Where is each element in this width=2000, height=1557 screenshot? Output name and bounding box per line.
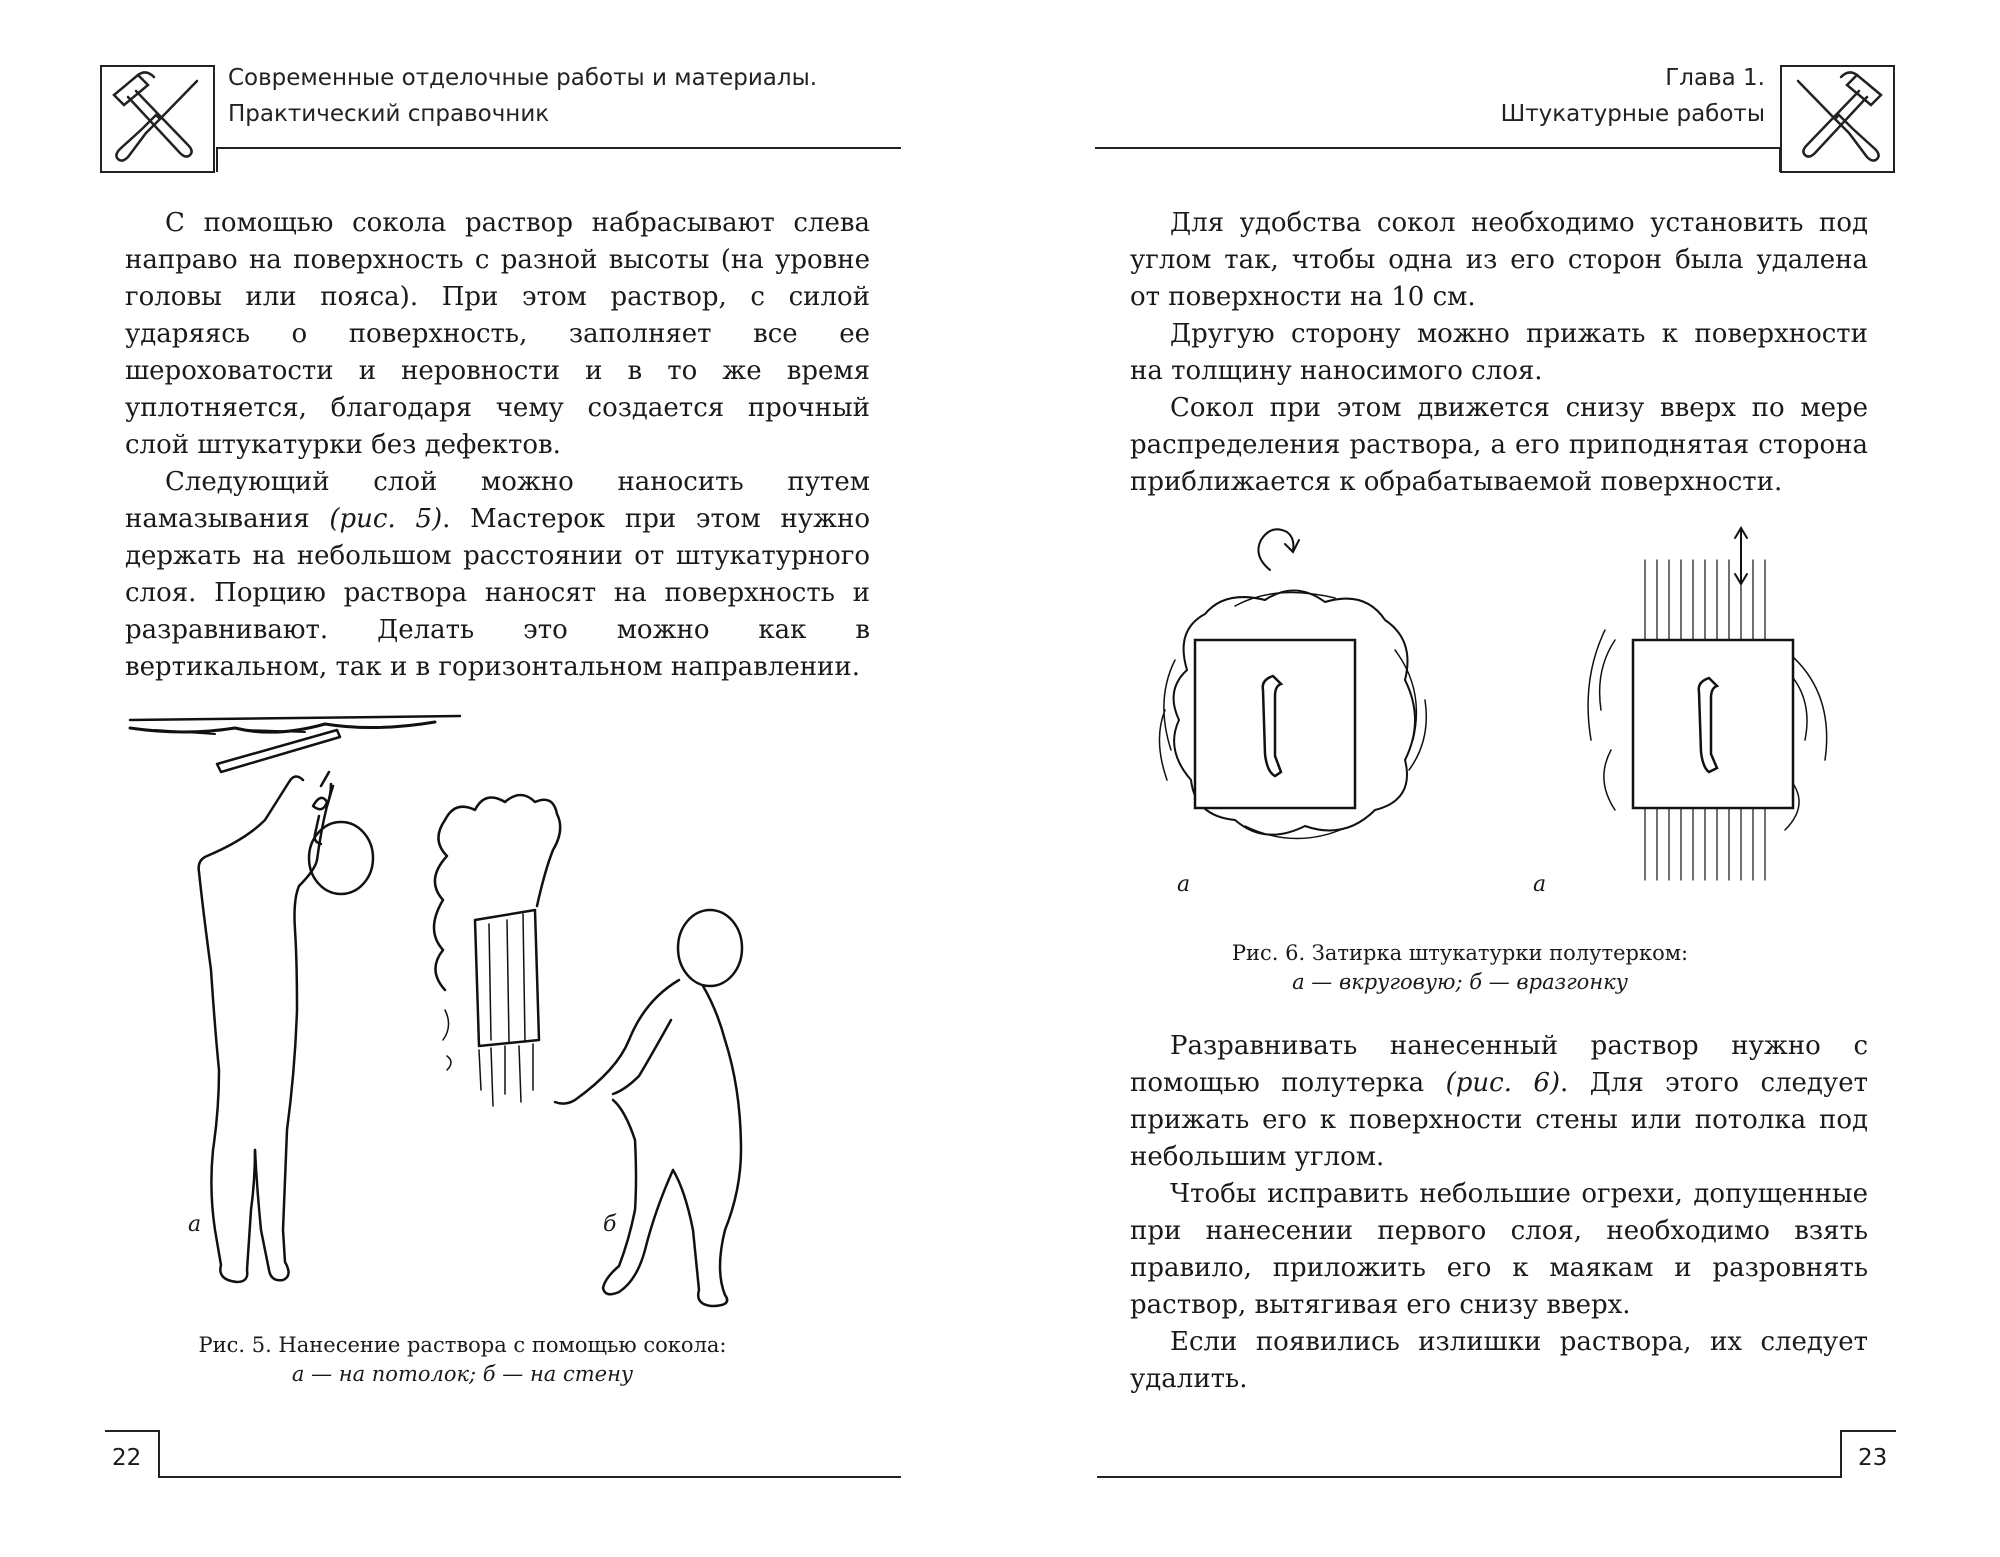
header-rule (1095, 147, 1780, 149)
paragraph: Если появились излишки раствора, их следует удалить. (1130, 1327, 1868, 1394)
right-body-text-bottom (1130, 1028, 1868, 1398)
right-body-text-top (1130, 205, 1868, 501)
footer-rule (1097, 1476, 1840, 1478)
left-body-text (125, 205, 870, 686)
hammer-screwdriver-icon (100, 65, 215, 173)
right-page (1000, 0, 2000, 1557)
figure-5-label-a: а (188, 1212, 202, 1237)
figure-5-illustration (125, 710, 765, 1320)
footer-rule-tick (158, 1430, 160, 1478)
header-rule-tick (216, 147, 218, 172)
paragraph: Разравнивать нанесенный раствор нужно с помощью полутерка (рис. 6). Для этого следует прижать его к поверхности стены или потолка под небольшим углом. (1130, 1031, 1868, 1172)
figure-6-illustration (1125, 510, 1865, 910)
figure-6-label-a: а (1177, 872, 1191, 897)
paragraph: Сокол при этом движется снизу вверх по мере распределения раствора, а его приподнятая сторона приближается к обрабатываемой поверхности. (1130, 393, 1868, 497)
header-rule (216, 147, 901, 149)
figure-5-label-b: б (603, 1212, 617, 1237)
figure-reference[interactable]: (рис. 5) (329, 504, 443, 534)
chapter-number: Глава 1. (1665, 65, 1765, 91)
paragraph: Чтобы исправить небольшие огрехи, допущенные при нанесении первого слоя, необходимо взять правило, приложить его к маякам и разровнять раствор, вытягивая его снизу вверх. (1130, 1179, 1868, 1320)
figure-6-caption: Рис. 6. Затирка штукатурки полутерком: а — вкруговую; б — вразгонку (1231, 941, 1689, 994)
paragraph: Другую сторону можно прижать к поверхности на толщину наносимого слоя. (1130, 319, 1868, 386)
header-subtitle: Практический справочник (228, 101, 550, 127)
figure-5-caption: Рис. 5. Нанесение раствора с помощью сокола: а — на потолок; б — на стену (198, 1333, 727, 1386)
paragraph: С помощью сокола раствор набрасывают слева направо на поверхность с разной высоты (на уровне головы или пояса). При этом раствор, с силой ударяясь о поверхность, заполняет все ее шероховатости и неровности и в то же время уплотняется, благодаря чему создается прочный слой штукатурки без дефектов. (125, 208, 870, 460)
page-number: 22 (112, 1445, 142, 1471)
footer-rule-tick (1840, 1430, 1842, 1478)
paragraph: Следующий слой можно наносить путем намазывания (рис. 5). Мастерок при этом нужно держать на небольшом расстоянии от штукатурного слоя. Порцию раствора наносят на поверхность и разравнивают. Делать это можно как в вертикальном, так и в горизонтальном направлении. (125, 467, 870, 682)
paragraph: Для удобства сокол необходимо установить под углом так, чтобы одна из его сторон была удалена от поверхности на 10 см. (1130, 208, 1868, 312)
footer-rule (158, 1476, 901, 1478)
footer-rule-top (1840, 1430, 1896, 1432)
page-number: 23 (1858, 1445, 1888, 1471)
chapter-title: Штукатурные работы (1500, 101, 1765, 127)
header-title: Современные отделочные работы и материалы. (228, 65, 818, 91)
figure-reference[interactable]: (рис. 6) (1445, 1068, 1561, 1098)
figure-6-label-b: а (1533, 872, 1547, 897)
footer-rule-top (105, 1430, 159, 1432)
hammer-screwdriver-icon (1780, 65, 1895, 173)
